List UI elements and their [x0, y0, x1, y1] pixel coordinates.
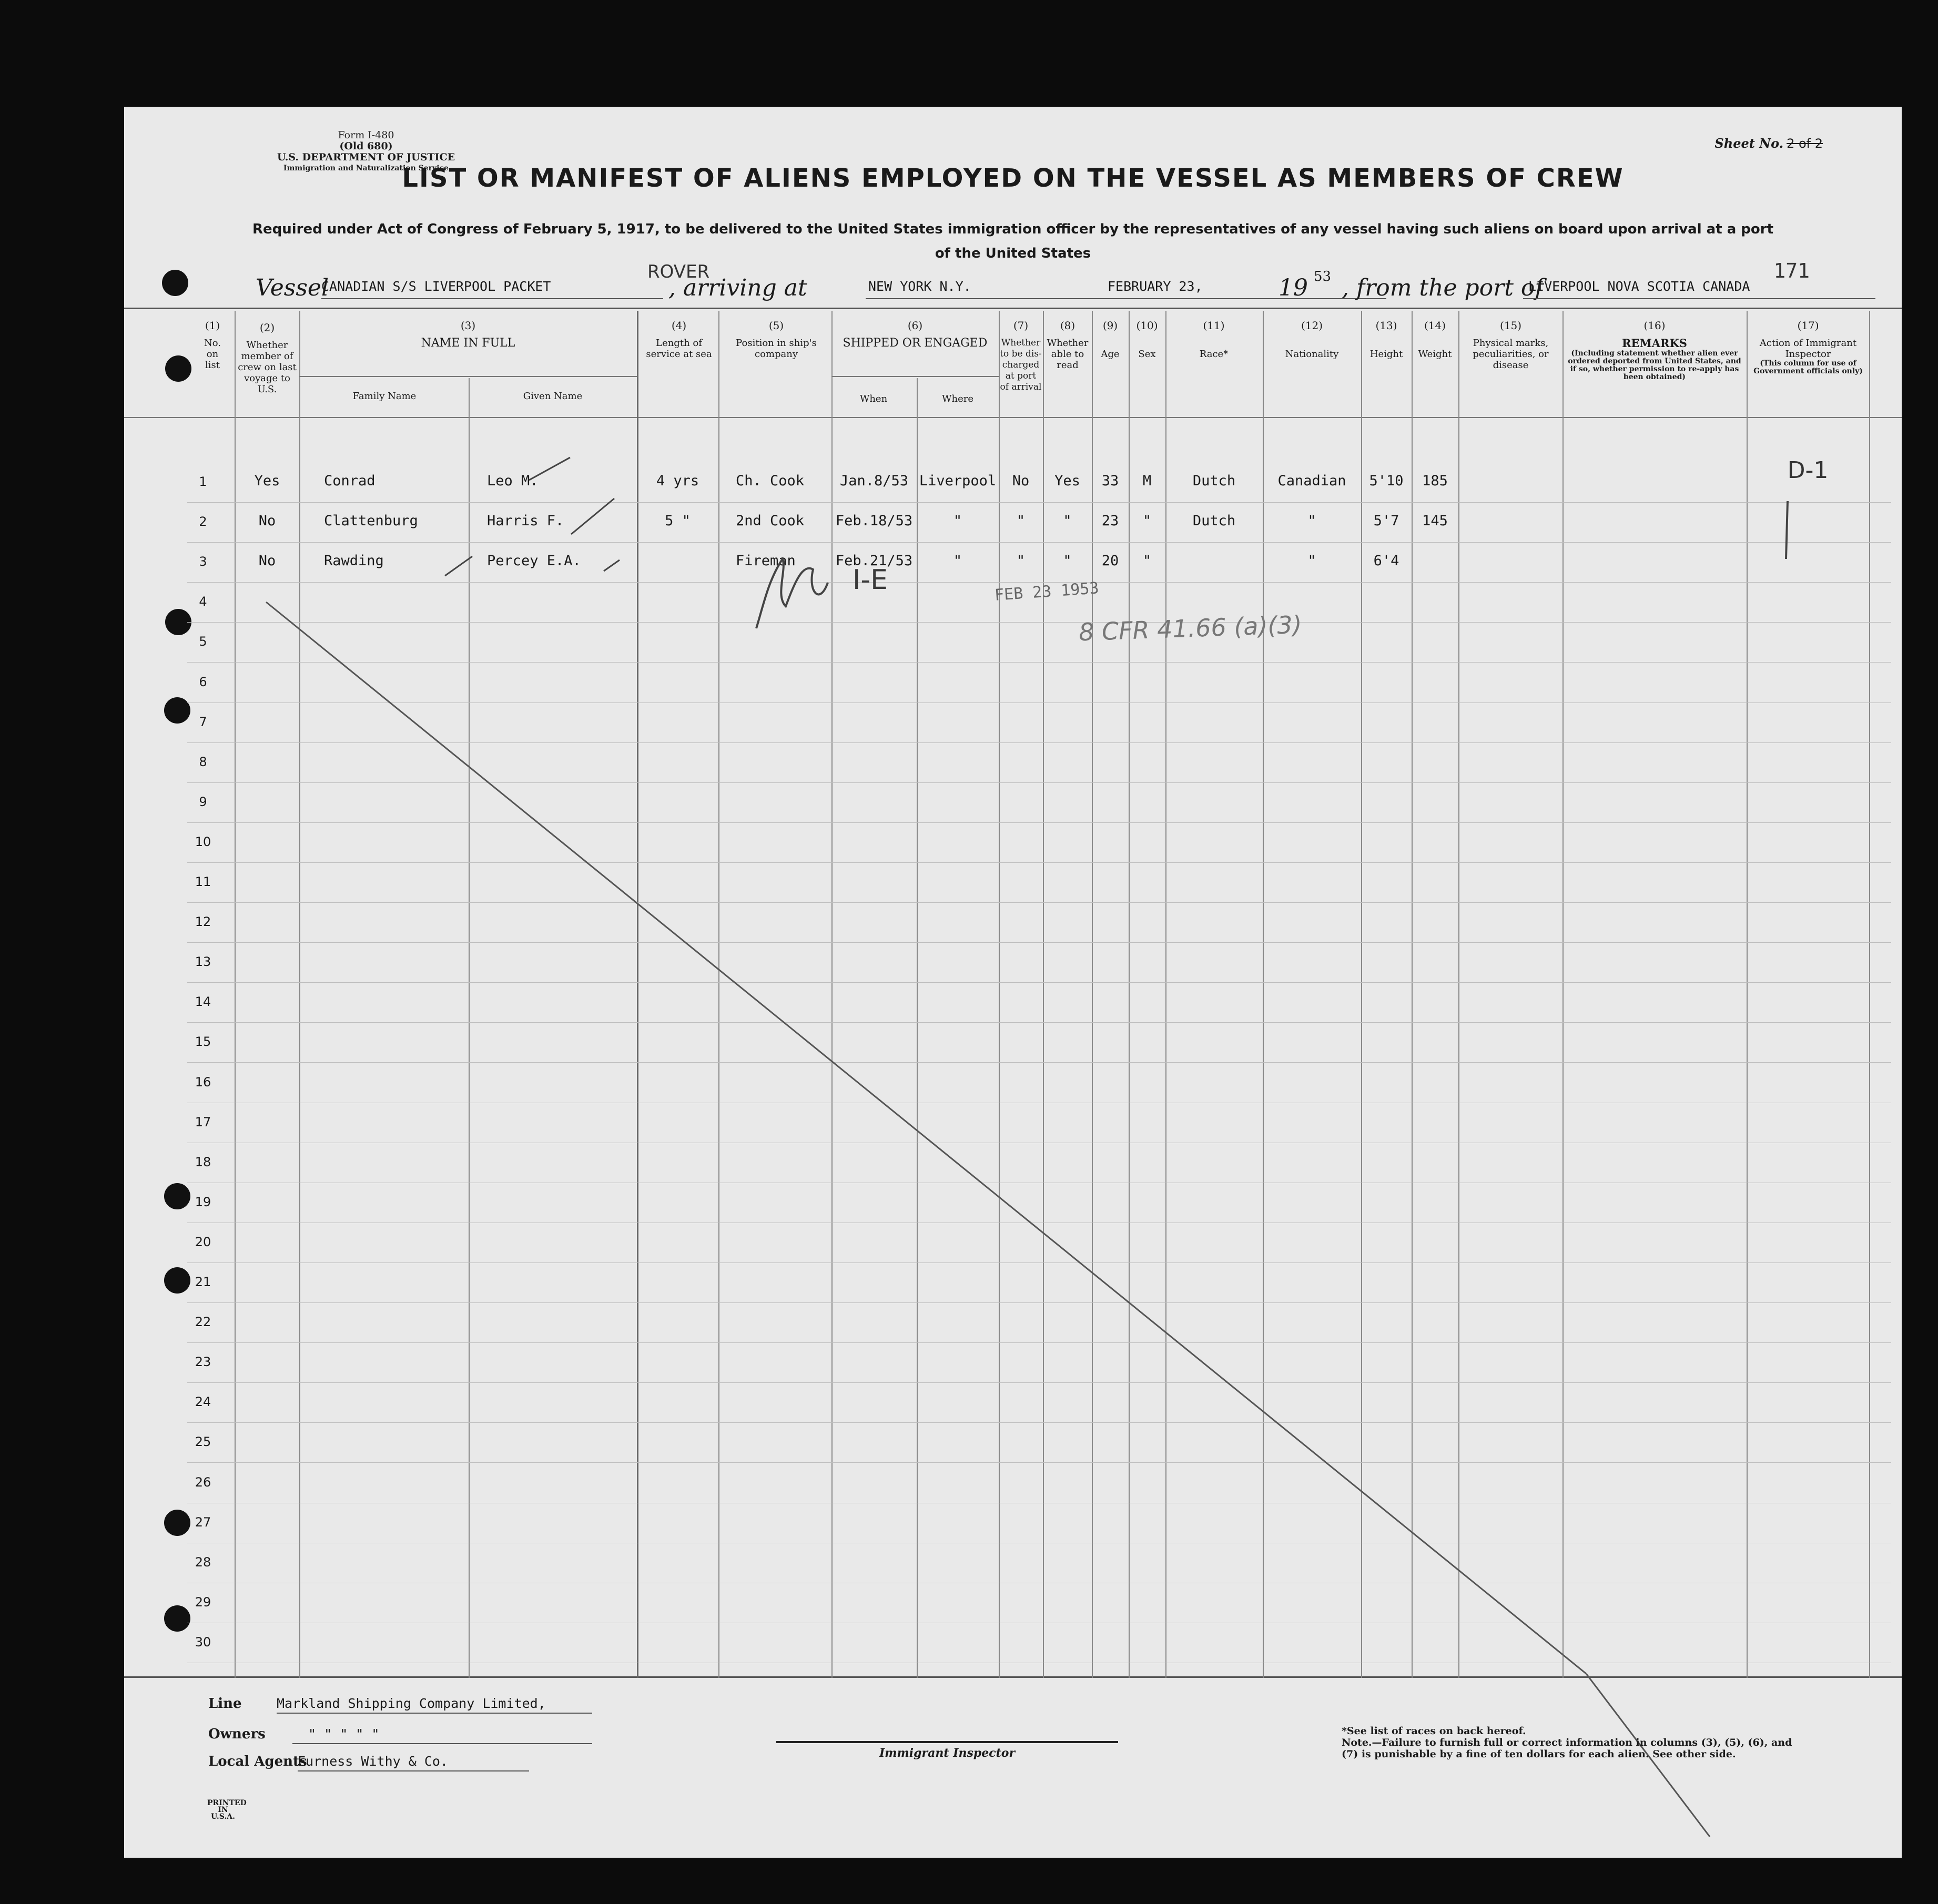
col-header-discharged: (7) Whether to be dis-charged at port of arrival	[1000, 319, 1042, 392]
cell-discharged: No	[1012, 473, 1030, 489]
cell-weight: 185	[1422, 473, 1448, 489]
row-number: 8	[199, 754, 207, 769]
cell-when: Feb.18/53	[835, 513, 913, 530]
col-header-weight: (14) Weight	[1418, 319, 1452, 360]
subhead-given-name: Given Name	[523, 391, 583, 402]
department-name: U.S. DEPARTMENT OF JUSTICE	[277, 151, 455, 163]
vessel-label: Vessel	[256, 274, 329, 301]
arriving-label: , arriving at	[668, 274, 807, 301]
cell-where: "	[953, 553, 962, 569]
diagonal-cancel-line	[266, 602, 1586, 1674]
row-number: 27	[195, 1514, 211, 1530]
row-number: 25	[195, 1434, 211, 1450]
arrival-date: FEBRUARY 23,	[1108, 279, 1203, 294]
col-header-sex: (10) Sex	[1136, 319, 1158, 360]
cell-given-name: Harris F.	[487, 513, 564, 530]
row-number: 2	[199, 514, 207, 530]
cell-position: Ch. Cook	[736, 473, 805, 489]
cell-age: 23	[1101, 513, 1119, 530]
agents-value: Furness Withy & Co.	[298, 1754, 448, 1769]
cell-member: Yes	[254, 473, 280, 489]
check-mark	[604, 560, 620, 571]
owners-underline	[292, 1743, 592, 1744]
row-number: 24	[195, 1394, 211, 1410]
cell-where: "	[953, 513, 962, 530]
from-label: , from the port of	[1342, 274, 1544, 301]
cell-read: "	[1063, 513, 1072, 530]
manifest-sheet	[124, 107, 1902, 1858]
cell-sex: "	[1142, 553, 1152, 569]
penalty-note: Note.—Failure to furnish full or correct information in columns (3), (5), (6), and (7) is punishable by a fine of ten dollars for each alien. See other side.	[1342, 1737, 1792, 1760]
form-number: Form I-480	[338, 129, 394, 141]
subhead-when: When	[859, 393, 888, 404]
row-number: 11	[195, 874, 211, 889]
check-mark	[445, 556, 472, 576]
footnote	[1342, 1725, 1794, 1760]
col-header-read: (8) Whether able to read	[1047, 319, 1089, 371]
cell-sex: M	[1142, 473, 1152, 489]
col-header-nationality: (12) Nationality	[1285, 319, 1339, 360]
inspector-signature	[756, 559, 828, 628]
pencil-marks	[124, 107, 1902, 1858]
cfr-note: 8 CFR 41.66 (a)(3)	[1078, 610, 1303, 647]
col-header-action: (17) Action of Immigrant Inspector (This column for use of Government officials only)	[1753, 319, 1863, 375]
cell-race: Dutch	[1192, 513, 1236, 530]
cell-position: 2nd Cook	[736, 513, 805, 530]
row-number: 15	[195, 1034, 211, 1050]
line-field	[208, 1696, 546, 1712]
page-title: LIST OR MANIFEST OF ALIENS EMPLOYED ON THE VESSEL AS MEMBERS OF CREW	[402, 164, 1624, 193]
cell-family-name: Clattenburg	[324, 513, 418, 530]
row-number: 3	[199, 554, 207, 569]
cell-age: 33	[1101, 473, 1119, 489]
vessel-correction: ROVER	[647, 261, 710, 282]
col-header-race: (11) Race*	[1199, 319, 1229, 360]
row-number: 28	[195, 1554, 211, 1570]
cell-read: "	[1063, 553, 1072, 569]
line-label: Line	[208, 1696, 242, 1712]
printed-mark: PRINTED IN U.S.A.	[207, 1799, 247, 1821]
arriving-port: NEW YORK N.Y.	[868, 279, 971, 294]
row-number: 9	[199, 794, 207, 809]
agents-label: Local Agents	[208, 1754, 307, 1769]
row-number: 6	[199, 674, 207, 689]
line-underline	[277, 1713, 592, 1714]
old-form-number: (Old 680)	[339, 140, 393, 152]
vessel-name: CANADIAN S/S LIVERPOOL PACKET	[321, 279, 551, 294]
row-number: 30	[195, 1634, 211, 1650]
cell-sex: "	[1142, 513, 1152, 530]
sheet-label: Sheet No.	[1714, 136, 1784, 151]
row-number: 4	[199, 594, 207, 609]
row-number: 18	[195, 1154, 211, 1169]
col-header-service: (4) Length of service at sea	[646, 319, 712, 360]
agents-underline	[298, 1770, 529, 1771]
cell-member: No	[258, 513, 276, 530]
row-number: 23	[195, 1355, 211, 1370]
service-name: Immigration and Naturalization Service	[283, 164, 449, 172]
row-number: 26	[195, 1474, 211, 1490]
cell-member: No	[258, 553, 276, 569]
year-prefix: 19	[1279, 274, 1308, 301]
cell-nationality: "	[1307, 513, 1316, 530]
row-number: 10	[195, 834, 211, 849]
cell-service: 4 yrs	[656, 473, 699, 489]
row-number: 7	[199, 714, 207, 729]
cell-action: D-1	[1787, 457, 1829, 484]
check-mark	[529, 457, 570, 480]
signature-initials: I-E	[853, 564, 888, 596]
row-number: 20	[195, 1234, 211, 1249]
col-header-position: (5) Position in ship's company	[736, 319, 817, 360]
cell-service: 5 "	[665, 513, 691, 530]
date-stamp: FEB 23 1953	[994, 579, 1100, 605]
page-subtitle: Required under Act of Congress of February 5, 1917, to be delivered to the United States immigration officer by the representatives of any vessel having such aliens on board upon arrival at a port of the United States	[252, 221, 1774, 261]
cell-discharged: "	[1016, 553, 1026, 569]
cell-position: Fireman	[736, 553, 796, 569]
cell-family-name: Rawding	[324, 553, 384, 569]
cell-read: Yes	[1054, 473, 1080, 489]
owners-label: Owners	[208, 1726, 266, 1742]
check-mark	[571, 498, 614, 534]
col-header-name: (3) NAME IN FULL	[421, 319, 515, 350]
row-number: 29	[195, 1594, 211, 1610]
row-number: 1	[199, 474, 207, 489]
col-header-age: (9) Age	[1101, 319, 1120, 360]
cell-when: Feb.21/53	[835, 553, 913, 569]
document-number: 171	[1773, 259, 1810, 282]
row-number: 17	[195, 1114, 211, 1129]
col-header-height: (13) Height	[1369, 319, 1403, 360]
cell-weight: 145	[1422, 513, 1448, 530]
col-header-member: (2) Whether member of crew on last voyage to U.S.	[238, 321, 297, 395]
cell-age: 20	[1101, 553, 1119, 569]
subhead-family-name: Family Name	[352, 391, 417, 402]
cell-nationality: Canadian	[1277, 473, 1346, 489]
cell-race: Dutch	[1192, 473, 1236, 489]
cell-given-name: Percey E.A.	[487, 553, 581, 569]
cell-height: 5'10	[1369, 473, 1404, 489]
subhead-where: Where	[941, 393, 973, 404]
row-number: 12	[195, 914, 211, 930]
row-number: 21	[195, 1275, 211, 1289]
owners-value: " " " " "	[308, 1726, 380, 1742]
sheet-value: 2 of 2	[1787, 136, 1823, 151]
owners-field	[208, 1726, 380, 1742]
inspector-signature-line: Immigrant Inspector	[776, 1741, 1118, 1760]
cell-where: Liverpool	[919, 473, 997, 489]
vertical-tick-mark	[1786, 501, 1788, 559]
cell-discharged: "	[1016, 513, 1026, 530]
col-header-remarks: (16) REMARKS (Including statement whether alien ever ordered deported from United States, and if so, whether permission to re-apply has been obtained)	[1568, 319, 1741, 381]
year-suffix: 53	[1314, 269, 1332, 284]
cell-height: 5'7	[1373, 513, 1399, 530]
cell-nationality: "	[1307, 553, 1316, 569]
cell-when: Jan.8/53	[839, 473, 909, 489]
line-value: Markland Shipping Company Limited,	[277, 1696, 546, 1711]
cell-given-name: Leo M.	[487, 473, 539, 489]
row-number: 22	[195, 1315, 211, 1330]
col-header-number: (1) No. on list	[204, 319, 221, 371]
col-header-shipped: (6) SHIPPED OR ENGAGED	[843, 319, 988, 350]
from-port: LIVERPOOL NOVA SCOTIA CANADA	[1528, 279, 1750, 294]
race-footnote: *See list of races on back hereof.	[1342, 1725, 1526, 1737]
row-number: 5	[199, 634, 207, 649]
col-header-physical: (15) Physical marks, peculiarities, or disease	[1473, 319, 1549, 371]
row-number: 13	[195, 954, 211, 970]
cell-height: 6'4	[1373, 553, 1399, 569]
cell-family-name: Conrad	[324, 473, 376, 489]
agents-field	[208, 1754, 448, 1769]
row-number: 19	[195, 1194, 211, 1209]
row-number: 14	[195, 994, 211, 1010]
row-number: 16	[195, 1074, 211, 1090]
